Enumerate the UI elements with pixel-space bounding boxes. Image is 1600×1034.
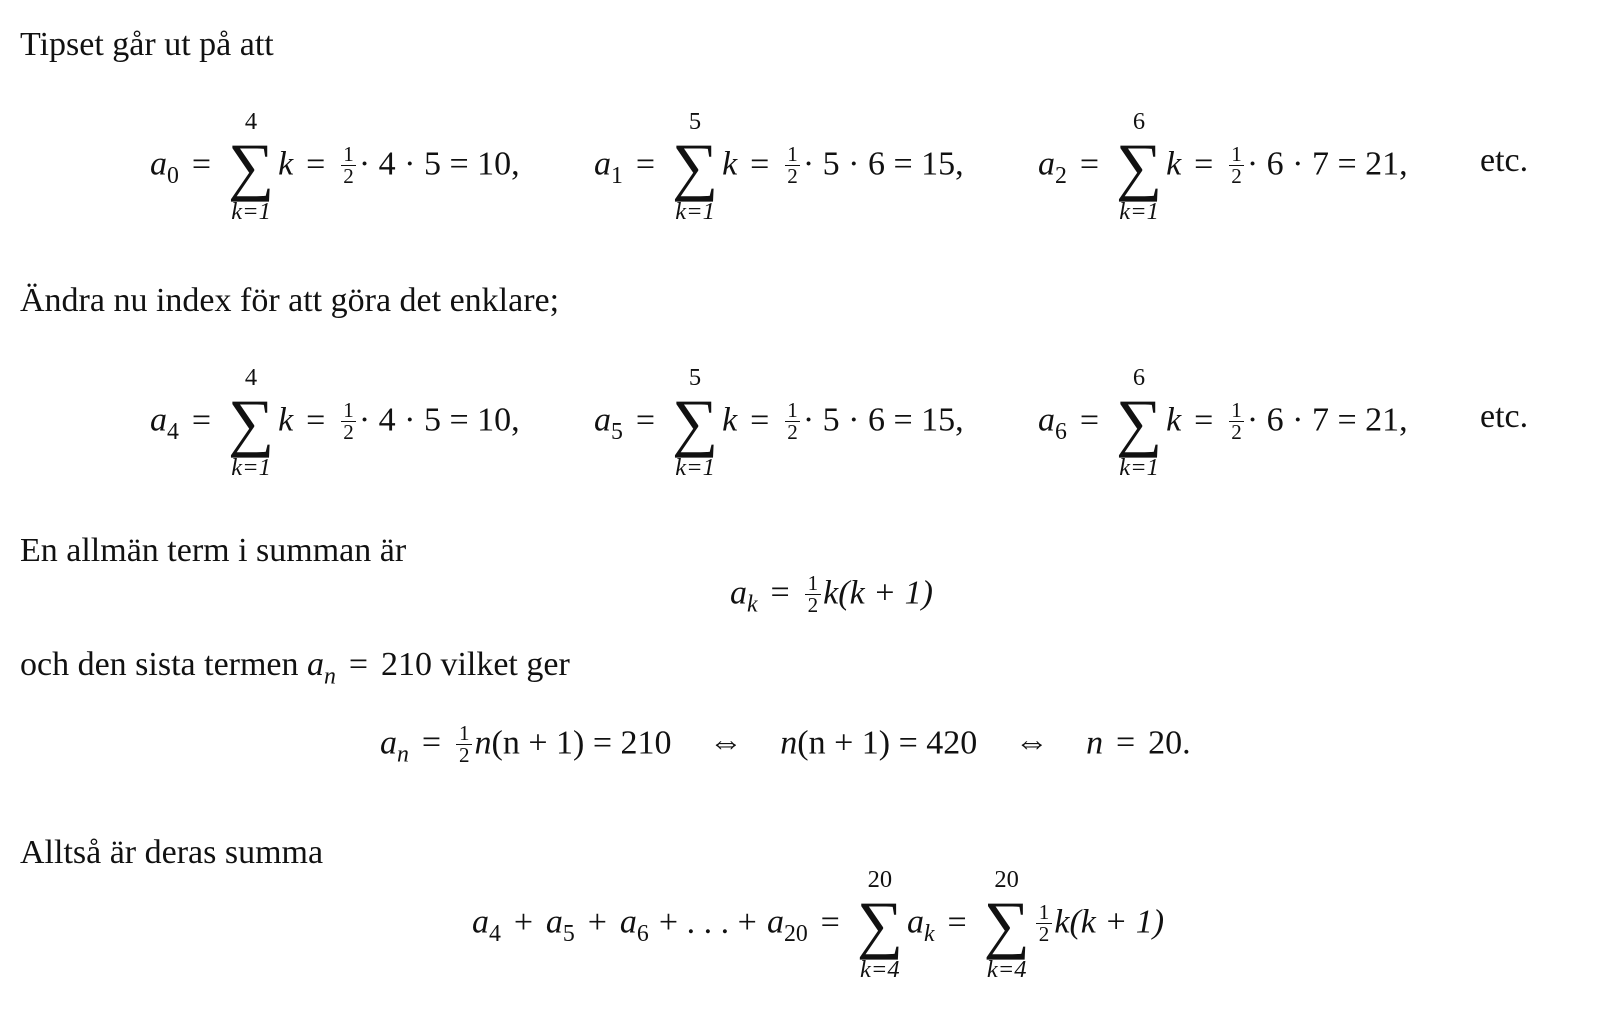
product-result: · 6 · 7 = 21, [1246, 401, 1408, 439]
sigma-symbol: ∑ [227, 130, 275, 203]
fraction-half [341, 144, 357, 187]
inline-value: 210 [380, 646, 432, 683]
term-sub: 6 [636, 920, 649, 947]
sum-lower: k=1 [675, 453, 715, 481]
equals-sign: = [1079, 401, 1099, 439]
eq-expression: (n + 1) = 210 [491, 724, 672, 762]
frac-num: 1 [456, 723, 472, 745]
eq-sub: 1 [611, 162, 623, 189]
frac-den: 2 [1038, 922, 1050, 947]
fraction-half [1036, 902, 1052, 945]
frac-num: 1 [1229, 144, 1245, 166]
equation-a0 [150, 108, 520, 226]
frac-num: 1 [1229, 400, 1245, 422]
equals-sign: = [1079, 145, 1099, 183]
equation-a4 [150, 364, 520, 482]
eq-var: a [1038, 401, 1055, 439]
sum-intro-text: Alltså är deras summa [20, 834, 324, 871]
sum-upper: 4 [244, 108, 258, 135]
fraction-half [1229, 144, 1245, 187]
sum-upper: 5 [688, 364, 702, 391]
frac-den: 2 [1231, 420, 1242, 445]
summand: k [722, 401, 738, 439]
rhs-var: k [823, 574, 839, 612]
frac-num: 1 [805, 573, 821, 595]
summand-sub: k [923, 920, 935, 947]
sigma-symbol: ∑ [856, 888, 903, 961]
equals-sign: = [1194, 401, 1214, 439]
equation-a5 [594, 364, 964, 482]
frac-num: 1 [1036, 902, 1052, 924]
product-result: · 4 · 5 = 10, [358, 145, 520, 183]
equals-sign: = [191, 145, 211, 183]
term-var: a [619, 903, 637, 941]
eq-sub: 0 [167, 162, 179, 189]
summand: k [1166, 145, 1182, 183]
sum-upper: 6 [1132, 364, 1146, 391]
frac-den: 2 [1231, 164, 1242, 189]
eq-sub: 4 [167, 418, 179, 445]
summand: k [278, 145, 294, 183]
sum-upper: 4 [244, 364, 258, 391]
summand: k [1166, 401, 1182, 439]
equation-a6 [1038, 364, 1408, 482]
term-sub: 20 [783, 920, 808, 947]
total-sum-equation [472, 866, 1164, 984]
ellipsis: + . . . + [658, 903, 757, 941]
plus-sign: + [513, 903, 533, 941]
inline-var: a [307, 646, 325, 683]
sum-lower: k=1 [231, 453, 271, 481]
product-result: · 5 · 6 = 15, [802, 145, 964, 183]
frac-den: 2 [787, 164, 798, 189]
fraction-half [785, 144, 801, 187]
sigma-symbol: ∑ [1115, 386, 1163, 459]
frac-num: 1 [785, 144, 801, 166]
eq-var: n [474, 724, 492, 762]
frac-den: 2 [343, 164, 354, 189]
fraction-half [456, 720, 472, 768]
eq-var: a [730, 574, 747, 612]
eq-var: n [1086, 724, 1104, 762]
general-term-text: En allmän term i summan är [20, 532, 407, 569]
sum-lower: k=4 [860, 955, 900, 983]
eq-sub: 5 [611, 418, 623, 445]
iff-arrow: ⇔ [1014, 724, 1049, 762]
plus-sign: + [587, 903, 607, 941]
eq-var: a [594, 145, 611, 183]
summand-var: k [1054, 903, 1070, 941]
eq-var: a [380, 724, 397, 762]
eq-sub: 6 [1055, 418, 1067, 445]
general-term-equation [730, 570, 933, 619]
sigma-symbol: ∑ [1115, 130, 1163, 203]
equation-a2 [1038, 108, 1408, 226]
summand: k [722, 145, 738, 183]
frac-num: 1 [785, 400, 801, 422]
product-result: · 6 · 7 = 21, [1246, 145, 1408, 183]
sum-sigma [1116, 108, 1162, 226]
eq-var: a [1038, 145, 1055, 183]
equals-sign: = [947, 903, 967, 941]
fraction-half [805, 570, 821, 618]
equals-sign: = [191, 401, 211, 439]
term-var: a [545, 903, 563, 941]
sum-upper: 5 [688, 108, 702, 135]
equals-sign: = [820, 903, 840, 941]
etc-label: etc. [1480, 142, 1529, 179]
equals-sign: = [1194, 145, 1214, 183]
sigma-symbol: ∑ [227, 386, 275, 459]
sum-sigma [984, 866, 1030, 984]
eq-result: 20. [1148, 724, 1191, 762]
summand: k [278, 401, 294, 439]
frac-den: 2 [787, 420, 798, 445]
equals-sign: = [750, 145, 770, 183]
sum-sigma [857, 866, 903, 984]
frac-den: 2 [458, 743, 470, 768]
sum-sigma [672, 364, 718, 482]
frac-num: 1 [341, 144, 357, 166]
summand-var: a [906, 903, 924, 941]
eq-sub: 2 [1055, 162, 1067, 189]
eq-var: a [150, 401, 167, 439]
equals-sign: = [421, 724, 441, 762]
etc-label: etc. [1480, 398, 1529, 435]
term-sub: 5 [562, 920, 575, 947]
sum-lower: k=1 [1119, 197, 1159, 225]
equation-row-1 [0, 108, 1600, 226]
intro-text: Tipset går ut på att [20, 26, 274, 63]
sum-sigma [1116, 364, 1162, 482]
sigma-symbol: ∑ [671, 386, 719, 459]
eq-var: a [150, 145, 167, 183]
reindex-text: Ändra nu index för att göra det enklare; [20, 282, 560, 319]
sum-sigma [228, 108, 274, 226]
fraction-half [341, 400, 357, 443]
product-result: · 5 · 6 = 15, [802, 401, 964, 439]
sum-lower: k=1 [1119, 453, 1159, 481]
sigma-symbol: ∑ [671, 130, 719, 203]
fraction-half [785, 400, 801, 443]
equation-row-2 [0, 364, 1600, 482]
equals-sign: = [306, 401, 326, 439]
iff-arrow: ⇔ [708, 724, 743, 762]
fraction-half [1229, 400, 1245, 443]
equals-sign: = [306, 145, 326, 183]
sum-lower: k=1 [231, 197, 271, 225]
sum-lower: k=1 [675, 197, 715, 225]
sum-upper: 6 [1132, 108, 1146, 135]
eq-var: n [780, 724, 798, 762]
equals-sign: = [1115, 724, 1136, 762]
sum-upper: 20 [994, 866, 1019, 893]
equals-sign: = [348, 646, 369, 683]
sum-sigma [228, 364, 274, 482]
eq-sub: k [747, 591, 758, 618]
sigma-symbol: ∑ [983, 888, 1030, 961]
term-var: a [472, 903, 489, 941]
sum-sigma [672, 108, 718, 226]
frac-num: 1 [341, 400, 357, 422]
inline-sub: n [324, 663, 336, 690]
sum-upper: 20 [867, 866, 893, 893]
equals-sign: = [770, 574, 790, 612]
equals-sign: = [750, 401, 770, 439]
rhs-paren: (k + 1) [838, 574, 933, 612]
equation-a1 [594, 108, 964, 226]
equals-sign: = [635, 145, 655, 183]
frac-den: 2 [807, 593, 819, 618]
last-term-text [20, 646, 570, 690]
solve-n-equation [380, 720, 1191, 769]
eq-var: a [594, 401, 611, 439]
last-term-suffix: vilket ger [440, 646, 570, 683]
summand-paren: (k + 1) [1069, 903, 1165, 941]
term-var: a [766, 903, 784, 941]
frac-den: 2 [343, 420, 354, 445]
product-result: · 4 · 5 = 10, [358, 401, 520, 439]
eq-sub: n [397, 741, 409, 768]
term-sub: 4 [489, 920, 501, 947]
sum-lower: k=4 [986, 955, 1027, 983]
last-term-prefix: och den sista termen [20, 646, 299, 683]
equals-sign: = [635, 401, 655, 439]
eq-expression: (n + 1) = 420 [797, 724, 978, 762]
